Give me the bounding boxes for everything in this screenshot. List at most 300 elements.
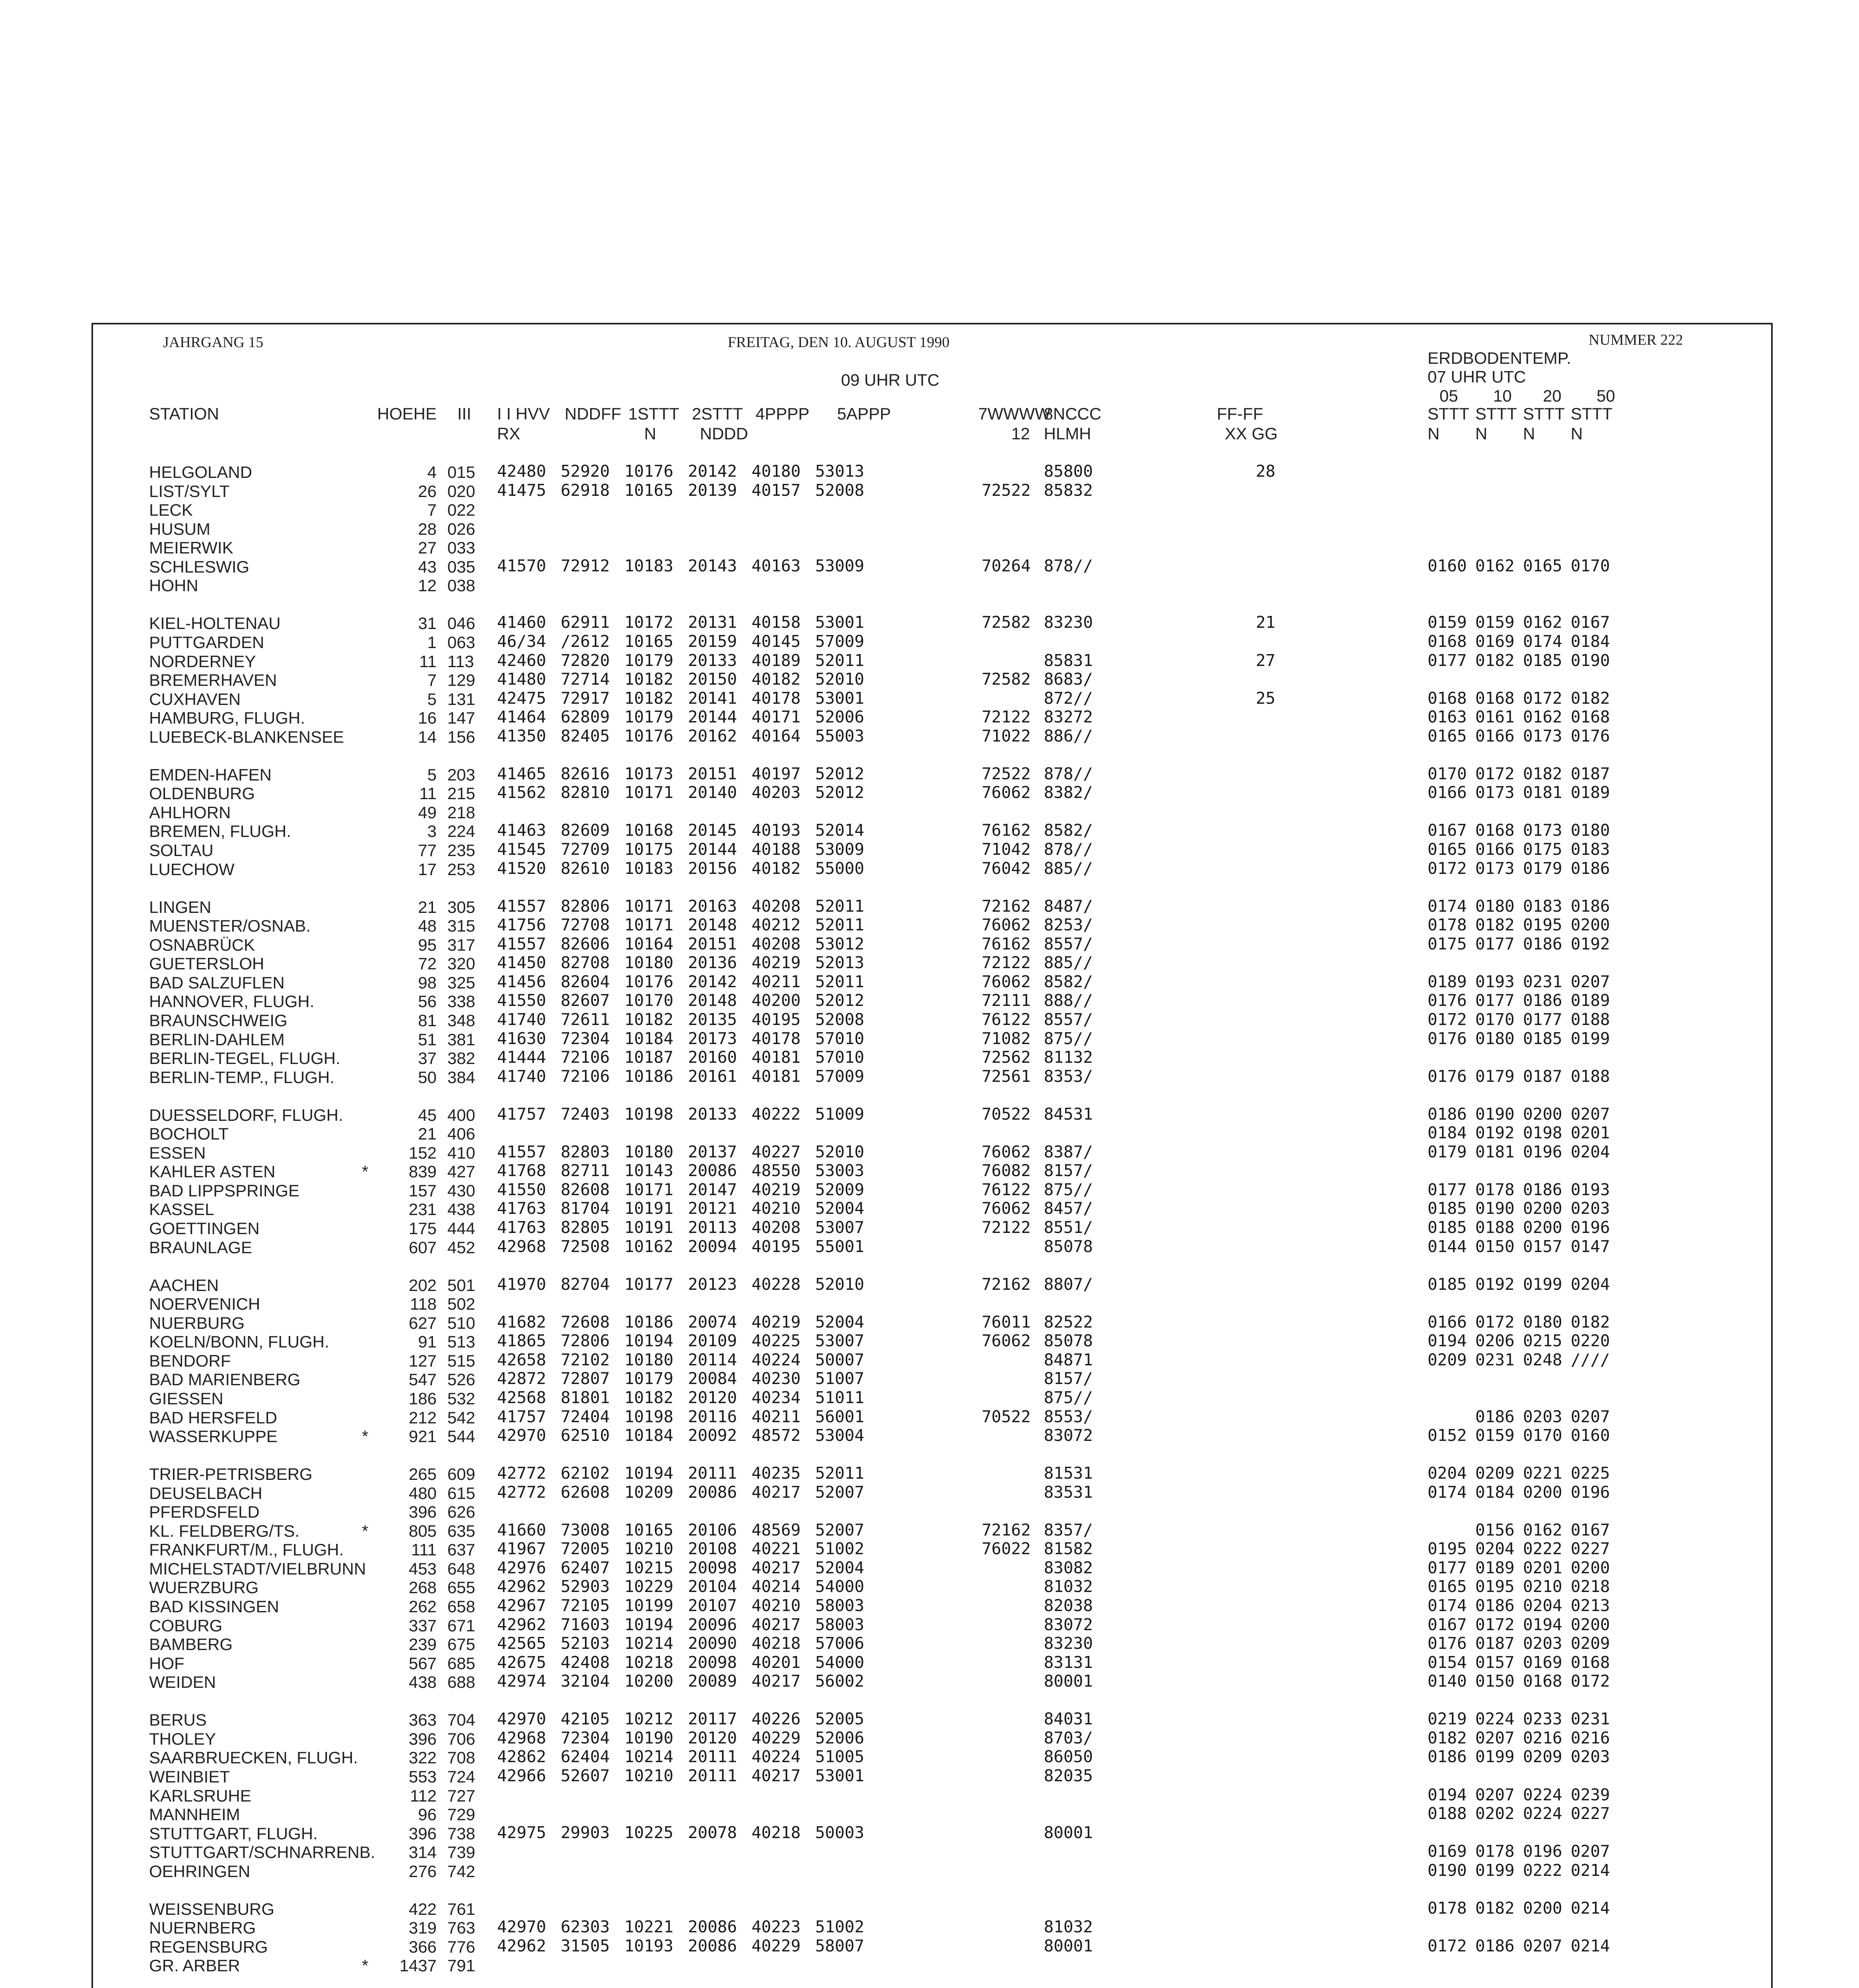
obs-wwww: 76062 xyxy=(981,1142,1031,1161)
obs-wwww: 72522 xyxy=(981,480,1031,500)
soil-temp-05: 0170 xyxy=(1428,764,1467,783)
mountain-station-mark: * xyxy=(362,1162,369,1181)
soil-temp-10: 0172 xyxy=(1475,764,1515,783)
station-id: 113 xyxy=(447,652,474,671)
obs-ihvv: 41768 xyxy=(497,1161,546,1180)
col-stt-50: STTT xyxy=(1571,404,1612,423)
station-id: 224 xyxy=(447,822,476,841)
obs-appp: 52010 xyxy=(815,1142,864,1161)
obs-sttt1: 10180 xyxy=(624,1350,674,1369)
col-nccc-sub: HLMH xyxy=(1044,424,1092,443)
obs-nccc: 83131 xyxy=(1044,1652,1093,1672)
col-depth-50: 50 xyxy=(1597,386,1615,405)
obs-nddff: 62303 xyxy=(561,1917,610,1937)
station-id: 704 xyxy=(447,1710,476,1730)
obs-sttt1: 10200 xyxy=(624,1672,674,1691)
obs-ihvv: 42967 xyxy=(497,1596,546,1615)
soil-temp-50: 0147 xyxy=(1571,1237,1610,1256)
obs-appp: 52006 xyxy=(815,707,864,727)
soil-temp-05: 0165 xyxy=(1428,726,1467,746)
obs-nddff: 62918 xyxy=(561,480,610,500)
station-name: BENDORF xyxy=(149,1351,231,1370)
obs-pppp: 40211 xyxy=(752,1407,801,1426)
obs-sttt2: 20161 xyxy=(688,1066,737,1086)
obs-nccc: 8387/ xyxy=(1044,1142,1093,1161)
obs-sttt2: 20151 xyxy=(688,764,737,783)
soil-temp-50: 0200 xyxy=(1571,1558,1610,1577)
soil-temp-05: 0177 xyxy=(1428,1180,1467,1199)
obs-nddff: 82803 xyxy=(561,1142,610,1161)
soil-temp-05: 0144 xyxy=(1428,1237,1467,1256)
obs-pppp: 40217 xyxy=(752,1482,801,1502)
obs-appp: 51007 xyxy=(815,1369,864,1388)
obs-nccc: 886// xyxy=(1044,726,1093,746)
obs-pppp: 40145 xyxy=(752,631,801,651)
obs-nddff: 82711 xyxy=(561,1161,610,1180)
station-id: 776 xyxy=(447,1937,476,1956)
col-depth-05: 05 xyxy=(1439,386,1458,405)
soil-temp-10: 0192 xyxy=(1475,1274,1515,1294)
obs-ihvv: 41464 xyxy=(497,707,546,727)
station-name: BAMBERG xyxy=(149,1635,233,1654)
station-height: 231 xyxy=(408,1200,437,1219)
soil-temp-50: 0190 xyxy=(1571,650,1610,670)
obs-wwww: 76162 xyxy=(981,821,1031,840)
obs-nddff: 73008 xyxy=(561,1520,610,1540)
soil-temp-20: 0165 xyxy=(1523,556,1562,575)
station-name: BAD MARIENBERG xyxy=(149,1370,301,1389)
station-name: MEIERWIK xyxy=(149,538,233,557)
obs-sttt2: 20133 xyxy=(688,650,737,670)
obs-nccc: 83272 xyxy=(1044,707,1093,727)
soil-temp-10: 0166 xyxy=(1475,840,1515,859)
soil-temp-20: 0168 xyxy=(1523,1672,1562,1691)
station-name: FRANKFURT/M., FLUGH. xyxy=(149,1540,344,1559)
obs-nddff: 71603 xyxy=(561,1615,610,1634)
obs-appp: 51002 xyxy=(815,1539,864,1559)
soil-temp-20: 0182 xyxy=(1523,764,1562,783)
soil-temp-20: 0221 xyxy=(1523,1464,1562,1483)
soil-temp-50: 0207 xyxy=(1571,1842,1610,1861)
obs-sttt2: 20111 xyxy=(688,1766,737,1785)
soil-temp-20: 0200 xyxy=(1523,1104,1562,1124)
station-id: 502 xyxy=(447,1295,476,1314)
station-height: 7 xyxy=(427,671,437,690)
soil-temp-20: 0169 xyxy=(1523,1652,1562,1672)
obs-nddff: 82810 xyxy=(561,783,610,802)
station-id: 452 xyxy=(447,1238,476,1257)
station-height: 627 xyxy=(408,1313,437,1332)
obs-wwww: 76022 xyxy=(981,1539,1031,1559)
obs-nddff: 82704 xyxy=(561,1274,610,1294)
station-id: 791 xyxy=(447,1956,476,1975)
station-id: 655 xyxy=(447,1578,476,1597)
station-id: 382 xyxy=(447,1049,476,1068)
station-height: 319 xyxy=(408,1918,437,1938)
obs-sttt1: 10187 xyxy=(624,1048,674,1067)
soil-temp-20: 0173 xyxy=(1523,821,1562,840)
soil-temp-20: 0172 xyxy=(1523,688,1562,708)
obs-sttt1: 10212 xyxy=(624,1709,674,1729)
soil-temp-50: 0227 xyxy=(1571,1539,1610,1559)
obs-nddff: 82806 xyxy=(561,896,610,916)
obs-ihvv: 42460 xyxy=(497,650,546,670)
obs-nccc: 8582/ xyxy=(1044,972,1093,991)
soil-temp-20: 0181 xyxy=(1523,783,1562,802)
soil-temp-time: 07 UHR UTC xyxy=(1428,367,1526,386)
obs-ff: 27 xyxy=(1256,650,1276,670)
obs-sttt1: 10198 xyxy=(624,1407,674,1426)
station-height: 50 xyxy=(418,1068,437,1087)
station-name: WEISSENBURG xyxy=(149,1899,275,1918)
obs-pppp: 40219 xyxy=(752,1312,801,1332)
soil-temp-05: 0176 xyxy=(1428,1634,1467,1653)
soil-temp-20: 0162 xyxy=(1523,707,1562,727)
station-name: KIEL-HOLTENAU xyxy=(149,614,281,633)
obs-pppp: 40221 xyxy=(752,1539,801,1559)
station-id: 384 xyxy=(447,1068,476,1087)
station-name: HANNOVER, FLUGH. xyxy=(149,992,315,1011)
soil-temp-50: 0225 xyxy=(1571,1464,1610,1483)
soil-temp-20: 0204 xyxy=(1523,1596,1562,1615)
station-id: 015 xyxy=(447,463,476,481)
obs-ihvv: 41520 xyxy=(497,858,546,878)
soil-temp-50: 0193 xyxy=(1571,1180,1610,1199)
station-height: 363 xyxy=(408,1710,437,1730)
soil-temp-10: 0206 xyxy=(1475,1331,1515,1351)
obs-sttt1: 10179 xyxy=(624,650,674,670)
obs-sttt2: 20142 xyxy=(688,462,737,481)
station-name: BERUS xyxy=(149,1710,207,1730)
obs-nccc: 85831 xyxy=(1044,650,1093,670)
obs-sttt2: 20148 xyxy=(688,915,737,935)
obs-ihvv: 41465 xyxy=(497,764,546,783)
obs-nddff: 52903 xyxy=(561,1577,610,1596)
obs-sttt1: 10210 xyxy=(624,1539,674,1559)
obs-nddff: 82608 xyxy=(561,1180,610,1199)
obs-nccc: 81032 xyxy=(1044,1577,1093,1596)
soil-temp-50: 0209 xyxy=(1571,1634,1610,1653)
station-height: 49 xyxy=(418,803,437,822)
station-height: 553 xyxy=(408,1767,437,1786)
soil-temp-50: 0231 xyxy=(1571,1709,1610,1729)
obs-wwww: 71042 xyxy=(981,840,1031,859)
obs-sttt2: 20098 xyxy=(688,1652,737,1672)
soil-temp-50: 0201 xyxy=(1571,1123,1610,1143)
soil-temp-20: 0203 xyxy=(1523,1634,1562,1653)
soil-temp-20: 0198 xyxy=(1523,1123,1562,1143)
station-height: 21 xyxy=(418,897,437,916)
col-nccc: 8NCCC xyxy=(1044,404,1101,423)
soil-temp-10: 0180 xyxy=(1475,1029,1515,1048)
soil-temp-05: 0176 xyxy=(1428,1029,1467,1048)
obs-appp: 52013 xyxy=(815,953,864,973)
obs-wwww: 76042 xyxy=(981,858,1031,878)
obs-nccc: 81531 xyxy=(1044,1464,1093,1483)
station-id: 648 xyxy=(447,1559,476,1578)
obs-pppp: 40212 xyxy=(752,915,801,935)
obs-appp: 52005 xyxy=(815,1709,864,1729)
obs-pppp: 40208 xyxy=(752,896,801,916)
station-name: BAD LIPPSPRINGE xyxy=(149,1181,300,1200)
station-id: 510 xyxy=(447,1313,476,1332)
obs-sttt2: 20133 xyxy=(688,1104,737,1124)
obs-wwww: 76062 xyxy=(981,972,1031,991)
station-name: COBURG xyxy=(149,1616,223,1635)
obs-wwww: 72122 xyxy=(981,707,1031,727)
soil-temp-05: 0184 xyxy=(1428,1123,1467,1143)
soil-temp-20: 0200 xyxy=(1523,1482,1562,1502)
soil-temp-50: 0199 xyxy=(1571,1029,1610,1048)
soil-temp-05: 0160 xyxy=(1428,556,1467,575)
obs-appp: 57009 xyxy=(815,1066,864,1086)
soil-temp-20: 0216 xyxy=(1523,1728,1562,1747)
obs-nddff: 72608 xyxy=(561,1312,610,1332)
station-height: 118 xyxy=(410,1295,437,1314)
obs-appp: 52012 xyxy=(815,783,864,802)
soil-temp-10: 0207 xyxy=(1475,1785,1515,1804)
soil-temp-50: 0214 xyxy=(1571,1898,1610,1918)
obs-appp: 52004 xyxy=(815,1558,864,1577)
obs-pppp: 40223 xyxy=(752,1917,801,1937)
obs-pppp: 40157 xyxy=(752,480,801,500)
obs-sttt2: 20156 xyxy=(688,858,737,878)
obs-pppp: 40210 xyxy=(752,1199,801,1218)
col-stt-05: STTT xyxy=(1428,404,1469,423)
station-name: HUSUM xyxy=(149,519,210,538)
obs-ihvv: 41757 xyxy=(497,1407,546,1426)
station-height: 81 xyxy=(418,1011,437,1030)
obs-appp: 52011 xyxy=(815,915,864,935)
soil-temp-20: 0183 xyxy=(1523,896,1562,916)
station-id: 688 xyxy=(447,1673,476,1692)
soil-temp-05: 0185 xyxy=(1428,1218,1467,1237)
obs-nddff: 82708 xyxy=(561,953,610,973)
obs-sttt2: 20123 xyxy=(688,1274,737,1294)
soil-temp-10: 0182 xyxy=(1475,915,1515,935)
station-name: BAD HERSFELD xyxy=(149,1408,278,1427)
soil-temp-20: 0187 xyxy=(1523,1066,1562,1086)
soil-temp-10: 0190 xyxy=(1475,1104,1515,1124)
soil-temp-10: 0209 xyxy=(1475,1464,1515,1483)
obs-sttt1: 10186 xyxy=(624,1312,674,1332)
obs-ihvv: 41460 xyxy=(497,613,546,632)
soil-temp-10: 0189 xyxy=(1475,1558,1515,1577)
soil-temp-20: 0200 xyxy=(1523,1218,1562,1237)
obs-sttt1: 10215 xyxy=(624,1558,674,1577)
obs-pppp: 40181 xyxy=(752,1048,801,1067)
soil-temp-20: 0200 xyxy=(1523,1898,1562,1918)
mountain-station-mark: * xyxy=(362,1956,369,1975)
soil-temp-05: 0185 xyxy=(1428,1199,1467,1218)
soil-temp-20: 0175 xyxy=(1523,840,1562,859)
station-id: 727 xyxy=(447,1786,476,1805)
soil-temp-10: 0166 xyxy=(1475,726,1515,746)
obs-pppp: 40178 xyxy=(752,688,801,708)
col-hoehe: HOEHE xyxy=(377,404,437,423)
soil-temp-05: 0152 xyxy=(1428,1426,1467,1445)
station-id: 046 xyxy=(447,614,476,633)
soil-temp-20: 0248 xyxy=(1523,1350,1562,1369)
obs-nccc: 8703/ xyxy=(1044,1728,1093,1747)
obs-sttt2: 20090 xyxy=(688,1634,737,1653)
soil-temp-10: 0182 xyxy=(1475,1898,1515,1918)
soil-temp-05: 0167 xyxy=(1428,1615,1467,1634)
soil-temp-05: 0189 xyxy=(1428,972,1467,991)
soil-temp-05: 0219 xyxy=(1428,1709,1467,1729)
obs-pppp: 40217 xyxy=(752,1766,801,1785)
soil-temp-50: 0189 xyxy=(1571,783,1610,802)
soil-temp-05: 0178 xyxy=(1428,915,1467,935)
obs-sttt1: 10171 xyxy=(624,1180,674,1199)
obs-appp: 52012 xyxy=(815,991,864,1010)
soil-temp-20: 0207 xyxy=(1523,1936,1562,1955)
obs-nccc: 8253/ xyxy=(1044,915,1093,935)
col-pppp: 4PPPP xyxy=(756,404,810,423)
obs-pppp: 40235 xyxy=(752,1464,801,1483)
obs-pppp: 40218 xyxy=(752,1634,801,1653)
obs-nccc: 80001 xyxy=(1044,1936,1093,1955)
obs-sttt1: 10176 xyxy=(624,972,674,991)
obs-sttt1: 10194 xyxy=(624,1464,674,1483)
soil-temp-50: 0168 xyxy=(1571,1652,1610,1672)
obs-ihvv: 41757 xyxy=(497,1104,546,1124)
soil-temp-50: 0204 xyxy=(1571,1142,1610,1161)
obs-sttt1: 10168 xyxy=(624,821,674,840)
obs-sttt1: 10194 xyxy=(624,1331,674,1351)
obs-sttt1: 10214 xyxy=(624,1747,674,1767)
station-name: WUERZBURG xyxy=(149,1578,259,1597)
obs-nddff: 52103 xyxy=(561,1634,610,1653)
obs-nccc: 85078 xyxy=(1044,1331,1093,1351)
obs-appp: 51005 xyxy=(815,1747,864,1767)
obs-wwww: 76011 xyxy=(981,1312,1031,1332)
station-height: 5 xyxy=(427,765,437,784)
obs-appp: 58003 xyxy=(815,1615,864,1634)
station-id: 637 xyxy=(447,1540,476,1559)
obs-nddff: 72714 xyxy=(561,670,610,689)
obs-nccc: 888// xyxy=(1044,991,1093,1010)
soil-temp-50: 0200 xyxy=(1571,915,1610,935)
obs-wwww: 76082 xyxy=(981,1161,1031,1180)
station-id: 761 xyxy=(447,1899,476,1918)
obs-ihvv: 42872 xyxy=(497,1369,546,1388)
obs-nddff: 72404 xyxy=(561,1407,610,1426)
station-name: EMDEN-HAFEN xyxy=(149,765,272,784)
station-name: KL. FELDBERG/TS. xyxy=(149,1521,300,1540)
obs-nddff: 42105 xyxy=(561,1709,610,1729)
obs-nccc: 85832 xyxy=(1044,480,1093,500)
obs-sttt1: 10183 xyxy=(624,556,674,575)
station-height: 31 xyxy=(418,614,437,633)
soil-temp-10: 0192 xyxy=(1475,1123,1515,1143)
obs-nddff: 72005 xyxy=(561,1539,610,1559)
obs-nccc: 86050 xyxy=(1044,1747,1093,1767)
obs-sttt1: 10218 xyxy=(624,1652,674,1672)
obs-sttt2: 20108 xyxy=(688,1539,737,1559)
soil-temp-10: 0169 xyxy=(1475,631,1515,651)
obs-nccc: 8551/ xyxy=(1044,1218,1093,1237)
soil-temp-20: 0162 xyxy=(1523,613,1562,632)
station-name: KAHLER ASTEN xyxy=(149,1162,276,1181)
obs-sttt2: 20144 xyxy=(688,840,737,859)
obs-sttt1: 10182 xyxy=(624,1010,674,1029)
table-frame xyxy=(91,323,1773,1988)
station-height: 26 xyxy=(418,481,437,501)
station-name: LINGEN xyxy=(149,897,212,916)
soil-temp-50: 0186 xyxy=(1571,896,1610,916)
soil-temp-50: 0167 xyxy=(1571,613,1610,632)
obs-pppp: 40195 xyxy=(752,1237,801,1256)
station-id: 033 xyxy=(447,538,476,557)
soil-temp-10: 0173 xyxy=(1475,783,1515,802)
soil-temp-20: 0203 xyxy=(1523,1407,1562,1426)
obs-nccc: 81582 xyxy=(1044,1539,1093,1559)
obs-sttt2: 20148 xyxy=(688,991,737,1010)
obs-appp: 52011 xyxy=(815,972,864,991)
obs-sttt2: 20136 xyxy=(688,953,737,973)
soil-temp-05: 0165 xyxy=(1428,1577,1467,1596)
station-id: 532 xyxy=(447,1389,476,1408)
station-name: THOLEY xyxy=(149,1729,216,1748)
obs-ihvv: 42976 xyxy=(497,1558,546,1577)
obs-sttt2: 20160 xyxy=(688,1048,737,1067)
obs-nddff: 82616 xyxy=(561,764,610,783)
station-id: 685 xyxy=(447,1654,476,1673)
obs-sttt2: 20096 xyxy=(688,1615,737,1634)
station-id: 129 xyxy=(447,671,476,690)
station-name: GUETERSLOH xyxy=(149,954,264,973)
obs-wwww: 72562 xyxy=(981,1048,1031,1067)
station-id: 038 xyxy=(447,576,476,595)
soil-temp-20: 0215 xyxy=(1523,1331,1562,1351)
station-height: 77 xyxy=(418,841,437,860)
obs-nccc: 875// xyxy=(1044,1029,1093,1048)
station-name: ESSEN xyxy=(149,1143,206,1162)
obs-sttt1: 10162 xyxy=(624,1237,674,1256)
obs-pppp: 40219 xyxy=(752,953,801,973)
soil-temp-05: 0174 xyxy=(1428,1482,1467,1502)
soil-temp-10: 0156 xyxy=(1475,1520,1515,1540)
station-id: 406 xyxy=(447,1124,476,1143)
station-height: 5 xyxy=(427,689,437,709)
station-id: 022 xyxy=(447,501,476,520)
obs-appp: 57010 xyxy=(815,1048,864,1067)
obs-pppp: 40218 xyxy=(752,1823,801,1842)
obs-sttt1: 10164 xyxy=(624,934,674,953)
obs-ihvv: 41557 xyxy=(497,896,546,916)
station-name: LUECHOW xyxy=(149,860,235,879)
soil-temp-10: 0168 xyxy=(1475,688,1515,708)
obs-nddff: 82805 xyxy=(561,1218,610,1237)
soil-temp-10: 0193 xyxy=(1475,972,1515,991)
station-id: 609 xyxy=(447,1465,476,1484)
station-name: AACHEN xyxy=(149,1276,219,1295)
obs-sttt1: 10165 xyxy=(624,1520,674,1540)
obs-ihvv: 41550 xyxy=(497,991,546,1010)
obs-ihvv: 42966 xyxy=(497,1766,546,1785)
obs-nddff: 72709 xyxy=(561,840,610,859)
obs-pppp: 40182 xyxy=(752,858,801,878)
obs-wwww: 72582 xyxy=(981,613,1031,632)
soil-temp-50: 0182 xyxy=(1571,1312,1610,1332)
obs-pppp: 40229 xyxy=(752,1728,801,1747)
obs-pppp: 40189 xyxy=(752,650,801,670)
obs-wwww: 72122 xyxy=(981,1218,1031,1237)
station-height: 11 xyxy=(419,652,437,671)
obs-sttt2: 20094 xyxy=(688,1237,737,1256)
obs-ihvv: 41480 xyxy=(497,670,546,689)
